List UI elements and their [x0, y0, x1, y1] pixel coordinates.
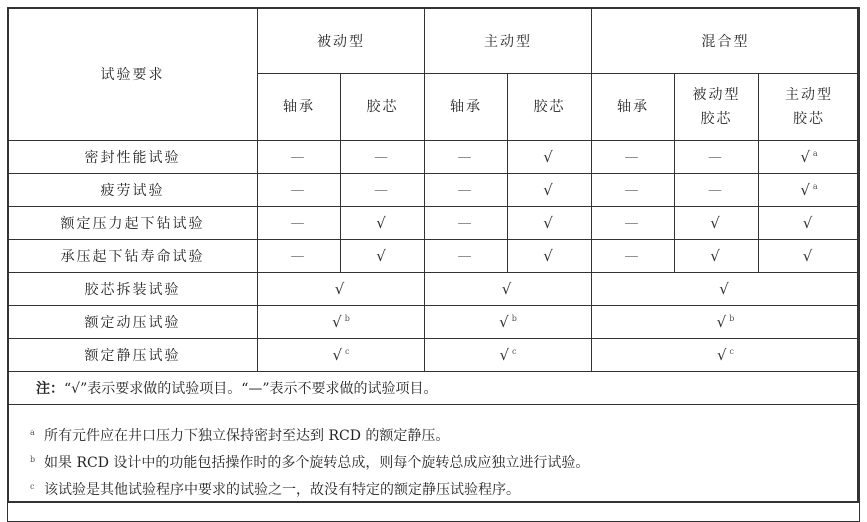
required-check-icon: √: [543, 214, 553, 232]
required-check-icon: √: [719, 280, 729, 298]
not-required-dash: —: [374, 182, 388, 199]
required-check-icon: √: [716, 346, 727, 364]
not-required-dash: —: [290, 149, 305, 166]
required-check-icon: √: [800, 148, 810, 166]
not-required-dash: —: [457, 248, 472, 265]
required-check-icon: √: [802, 247, 813, 265]
required-check-icon: √: [332, 313, 342, 331]
row-label: 密封性能试验: [8, 141, 258, 174]
not-required-dash: —: [290, 248, 305, 265]
footnote-ref: c: [512, 347, 517, 357]
subheader-hybrid-bearing: 轴承: [592, 74, 675, 141]
group-header-active: 主动型: [425, 8, 592, 74]
group-header-passive: 被动型: [258, 8, 425, 74]
footnote-mark: a: [30, 427, 35, 437]
not-required-dash: —: [374, 149, 388, 166]
required-check-icon: √: [710, 247, 720, 265]
required-check-icon: √: [332, 346, 343, 364]
footnote-text: 该试验是其他试验程序中要求的试验之一，故没有特定的额定静压试验程序。: [44, 481, 520, 498]
note-label: 注：: [36, 381, 64, 397]
footnote-text: 如果 RCD 设计中的功能包括操作时的多个旋转总成，则每个旋转总成应独立进行试验。: [44, 454, 590, 471]
required-check-icon: √: [543, 247, 553, 265]
subheader-line: 主动型: [785, 87, 833, 103]
subheader-line: 胶芯: [700, 111, 733, 127]
required-check-icon: √: [376, 247, 386, 265]
required-check-icon: √: [802, 214, 813, 232]
not-required-dash: —: [457, 149, 472, 166]
row-label: 承压起下钻寿命试验: [8, 240, 258, 273]
subheader-active-bearing: 轴承: [425, 74, 508, 141]
required-check-icon: √: [376, 214, 386, 232]
subheader-passive-core: 胶芯: [341, 74, 425, 141]
required-check-icon: √: [499, 346, 510, 364]
required-check-icon: √: [334, 280, 345, 298]
not-required-dash: —: [624, 248, 639, 265]
footnote-ref: b: [729, 314, 735, 324]
note-text: “√”表示要求做的试验项目。“—”表示不要求做的试验项目。: [64, 381, 438, 397]
subheader-line: 胶芯: [793, 111, 825, 127]
required-check-icon: √: [543, 148, 553, 166]
footnote-text: 所有元件应在井口压力下独立保持密封至达到 RCD 的额定静压。: [44, 427, 450, 444]
corner-header: 试验要求: [8, 8, 258, 141]
not-required-dash: —: [290, 182, 305, 199]
required-check-icon: √: [800, 181, 810, 199]
not-required-dash: —: [457, 182, 472, 199]
not-required-dash: —: [708, 182, 722, 199]
footnote-ref: a: [812, 149, 818, 159]
row-label: 额定动压试验: [8, 306, 258, 339]
required-check-icon: √: [716, 313, 727, 331]
not-required-dash: —: [708, 149, 722, 166]
group-header-hybrid: 混合型: [592, 8, 860, 74]
row-label: 胶芯拆装试验: [8, 273, 258, 306]
row-label: 疲劳试验: [8, 174, 258, 207]
footnote-ref: c: [345, 347, 350, 357]
required-check-icon: √: [501, 280, 512, 298]
required-check-icon: √: [543, 181, 553, 199]
row-label: 额定静压试验: [8, 339, 258, 372]
subheader-active-core: 胶芯: [508, 74, 592, 141]
required-check-icon: √: [499, 313, 509, 331]
not-required-dash: —: [624, 149, 639, 166]
footnote-ref: a: [812, 182, 818, 192]
subheader-passive-bearing: 轴承: [258, 74, 341, 141]
footnote-ref: b: [511, 314, 517, 324]
footnote-mark: c: [30, 481, 35, 491]
not-required-dash: —: [457, 215, 472, 232]
not-required-dash: —: [624, 182, 639, 199]
required-check-icon: √: [710, 214, 720, 232]
row-label: 额定压力起下钻试验: [8, 207, 258, 240]
not-required-dash: —: [624, 215, 639, 232]
table-outer-border: [7, 7, 859, 503]
footnote-ref: b: [344, 314, 350, 324]
subheader-line: 被动型: [692, 87, 741, 103]
footnote-ref: c: [729, 347, 735, 357]
footnote-mark: b: [30, 454, 36, 464]
not-required-dash: —: [290, 215, 305, 232]
